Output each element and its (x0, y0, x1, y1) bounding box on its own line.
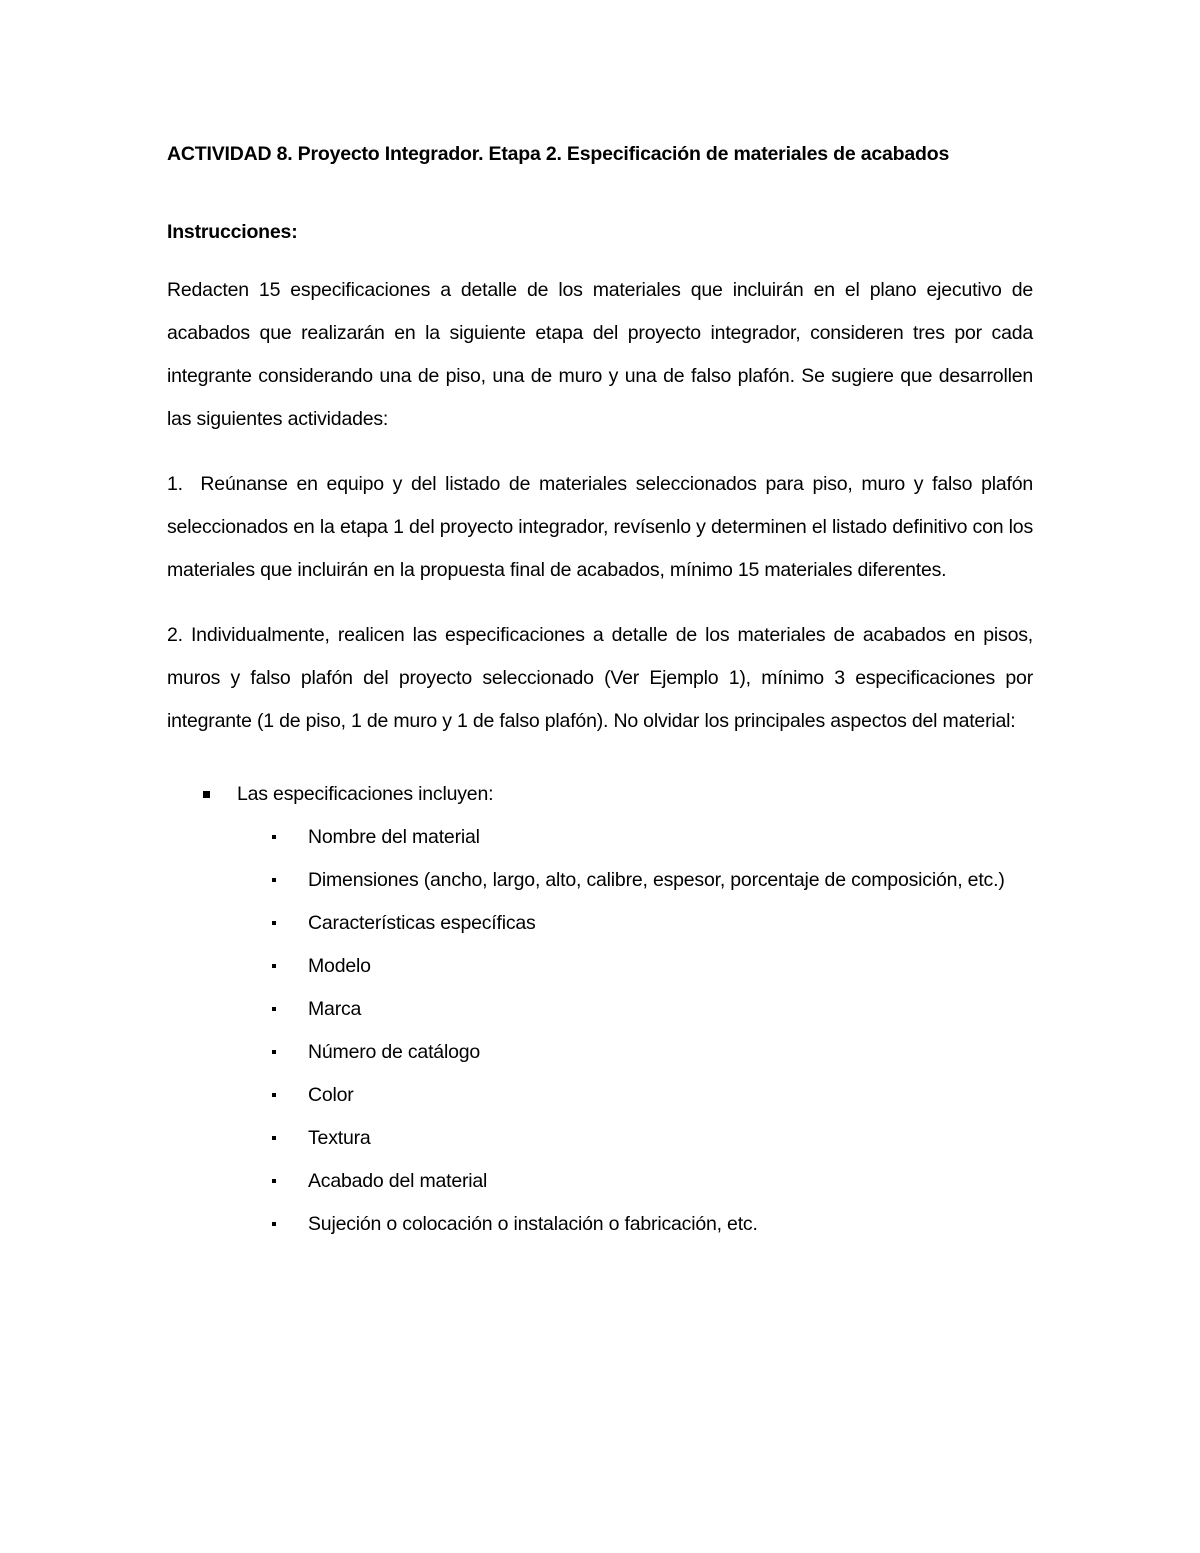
document-page (167, 130, 1033, 1246)
small-square-bullet-icon (272, 964, 276, 968)
list-item-text: Acabado del material (308, 1170, 488, 1192)
list-item (167, 1160, 1033, 1203)
list-item-text: Textura (308, 1127, 371, 1149)
list-item (167, 902, 1033, 945)
step-1-number: 1. (167, 473, 183, 495)
document-title: ACTIVIDAD 8. Proyecto Integrador. Etapa 2. Especificación de materiales de acabados (167, 143, 950, 165)
intro-paragraph: Redacten 15 especificaciones a detalle de los materiales que incluirán en el plano ejecutivo de acabados que realizarán en la siguiente etapa del proyecto integrador, consideren tres por cada integrante considerando una de piso, una de muro y una de falso plafón. Se sugiere que desarrollen las siguientes actividades: (167, 279, 1033, 430)
list-item-text: Color (308, 1084, 354, 1106)
small-square-bullet-icon (272, 878, 276, 882)
step-2-text: Individualmente, realicen las especificaciones a detalle de los materiales de acabados en pisos, muros y falso plafón del proyecto seleccionado (Ver Ejemplo 1), mínimo 3 especificaciones por integrante (1 de piso, 1 de muro y 1 de falso plafón). No olvidar los principales aspectos del material: (167, 624, 1034, 732)
list-item (167, 816, 1033, 859)
small-square-bullet-icon (272, 835, 276, 839)
list-item-text: Marca (308, 998, 362, 1020)
small-square-bullet-icon (272, 1093, 276, 1097)
step-2-number: 2. (167, 624, 183, 646)
instructions-label: Instrucciones: (167, 221, 298, 243)
list-item-text: Número de catálogo (308, 1041, 481, 1063)
list-item (167, 1074, 1033, 1117)
step-1-paragraph (167, 463, 1033, 592)
small-square-bullet-icon (272, 921, 276, 925)
list-item (167, 1031, 1033, 1074)
list-item-text: Nombre del material (308, 826, 480, 848)
small-square-bullet-icon (272, 1007, 276, 1011)
list-item (167, 859, 1033, 902)
list-item-text: Sujeción o colocación o instalación o fabricación, etc. (308, 1213, 758, 1235)
spec-sub-list (237, 816, 1033, 1246)
step-1-text: Reúnanse en equipo y del listado de materiales seleccionados para piso, muro y falso plafón seleccionados en la etapa 1 del proyecto integrador, revísenlo y determinen el listado definitivo con los materiales que incluirán en la propuesta final de acabados, mínimo 15 materiales diferentes. (167, 473, 1034, 581)
list-item (167, 945, 1033, 988)
small-square-bullet-icon (272, 1050, 276, 1054)
list-item-text: Modelo (308, 955, 371, 977)
small-square-bullet-icon (272, 1179, 276, 1183)
list-item (167, 988, 1033, 1031)
list-item (167, 1203, 1033, 1246)
small-square-bullet-icon (272, 1222, 276, 1226)
square-bullet-icon (203, 791, 210, 798)
list-item-text: Dimensiones (ancho, largo, alto, calibre, espesor, porcentaje de composición, etc.) (308, 869, 1005, 891)
list-item (167, 1117, 1033, 1160)
spec-list-heading-item (167, 773, 1033, 1246)
small-square-bullet-icon (272, 1136, 276, 1140)
step-2-paragraph (167, 614, 1033, 743)
list-item-text: Características específicas (308, 912, 536, 934)
spec-list (167, 773, 1033, 1246)
spec-list-heading: Las especificaciones incluyen: (237, 783, 494, 805)
